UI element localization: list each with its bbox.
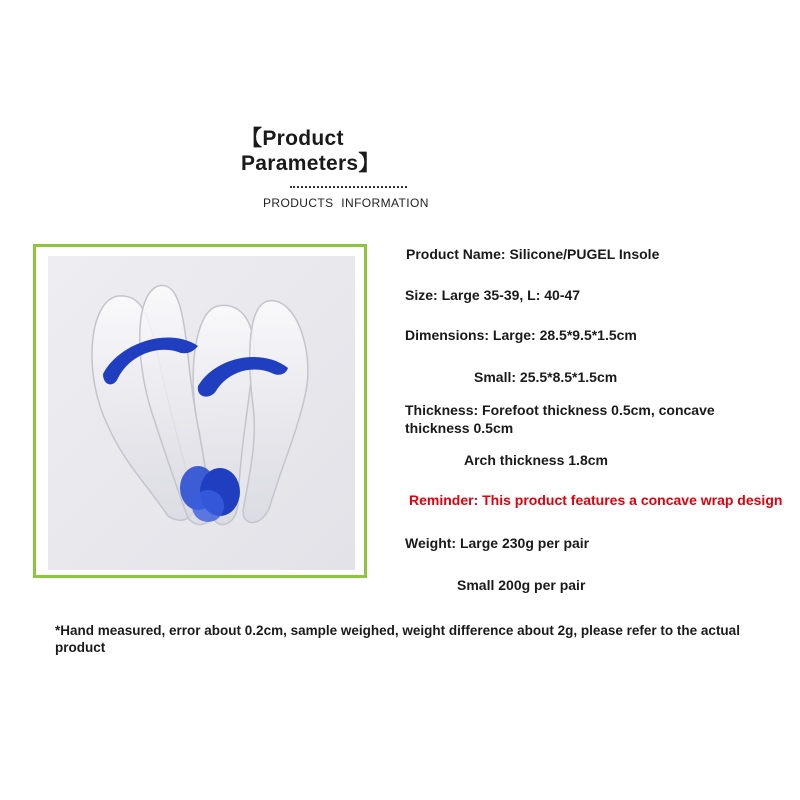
heading-divider [290, 186, 407, 188]
section-subheading: PRODUCTS INFORMATION [263, 196, 429, 210]
spec-size: Size: Large 35-39, L: 40-47 [405, 287, 581, 303]
spec-dimensions-small: Small: 25.5*8.5*1.5cm [474, 369, 618, 385]
measurement-footnote [55, 622, 785, 656]
heading-bracket-close: 】 [358, 151, 380, 175]
heading-line2: Parameters [241, 152, 359, 175]
spec-arch-thickness: Arch thickness 1.8cm [464, 452, 608, 468]
blue-heel-3 [192, 490, 224, 522]
footnote-line2: product [55, 640, 106, 655]
insole-illustration [48, 256, 355, 570]
spec-dimensions-large: Dimensions: Large: 28.5*9.5*1.5cm [405, 327, 637, 343]
spec-reminder: Reminder: This product features a concave wrap design [409, 492, 783, 508]
spec-thickness-line1: Thickness: Forefoot thickness 0.5cm, concave [405, 402, 715, 418]
footnote-line1: *Hand measured, error about 0.2cm, sample weighed, weight difference about 2g, please refer to the actual [55, 623, 740, 638]
heading-line1: Product [262, 127, 344, 150]
spec-weight-small: Small 200g per pair [457, 577, 586, 593]
product-photo-frame [33, 244, 367, 578]
product-photo [48, 256, 355, 570]
spec-thickness-line2: thickness 0.5cm [405, 420, 514, 436]
section-heading [241, 126, 380, 176]
spec-product-name: Product Name: Silicone/PUGEL Insole [406, 246, 660, 262]
heading-bracket-open: 【 [241, 126, 263, 150]
spec-weight-large: Weight: Large 230g per pair [405, 535, 590, 551]
